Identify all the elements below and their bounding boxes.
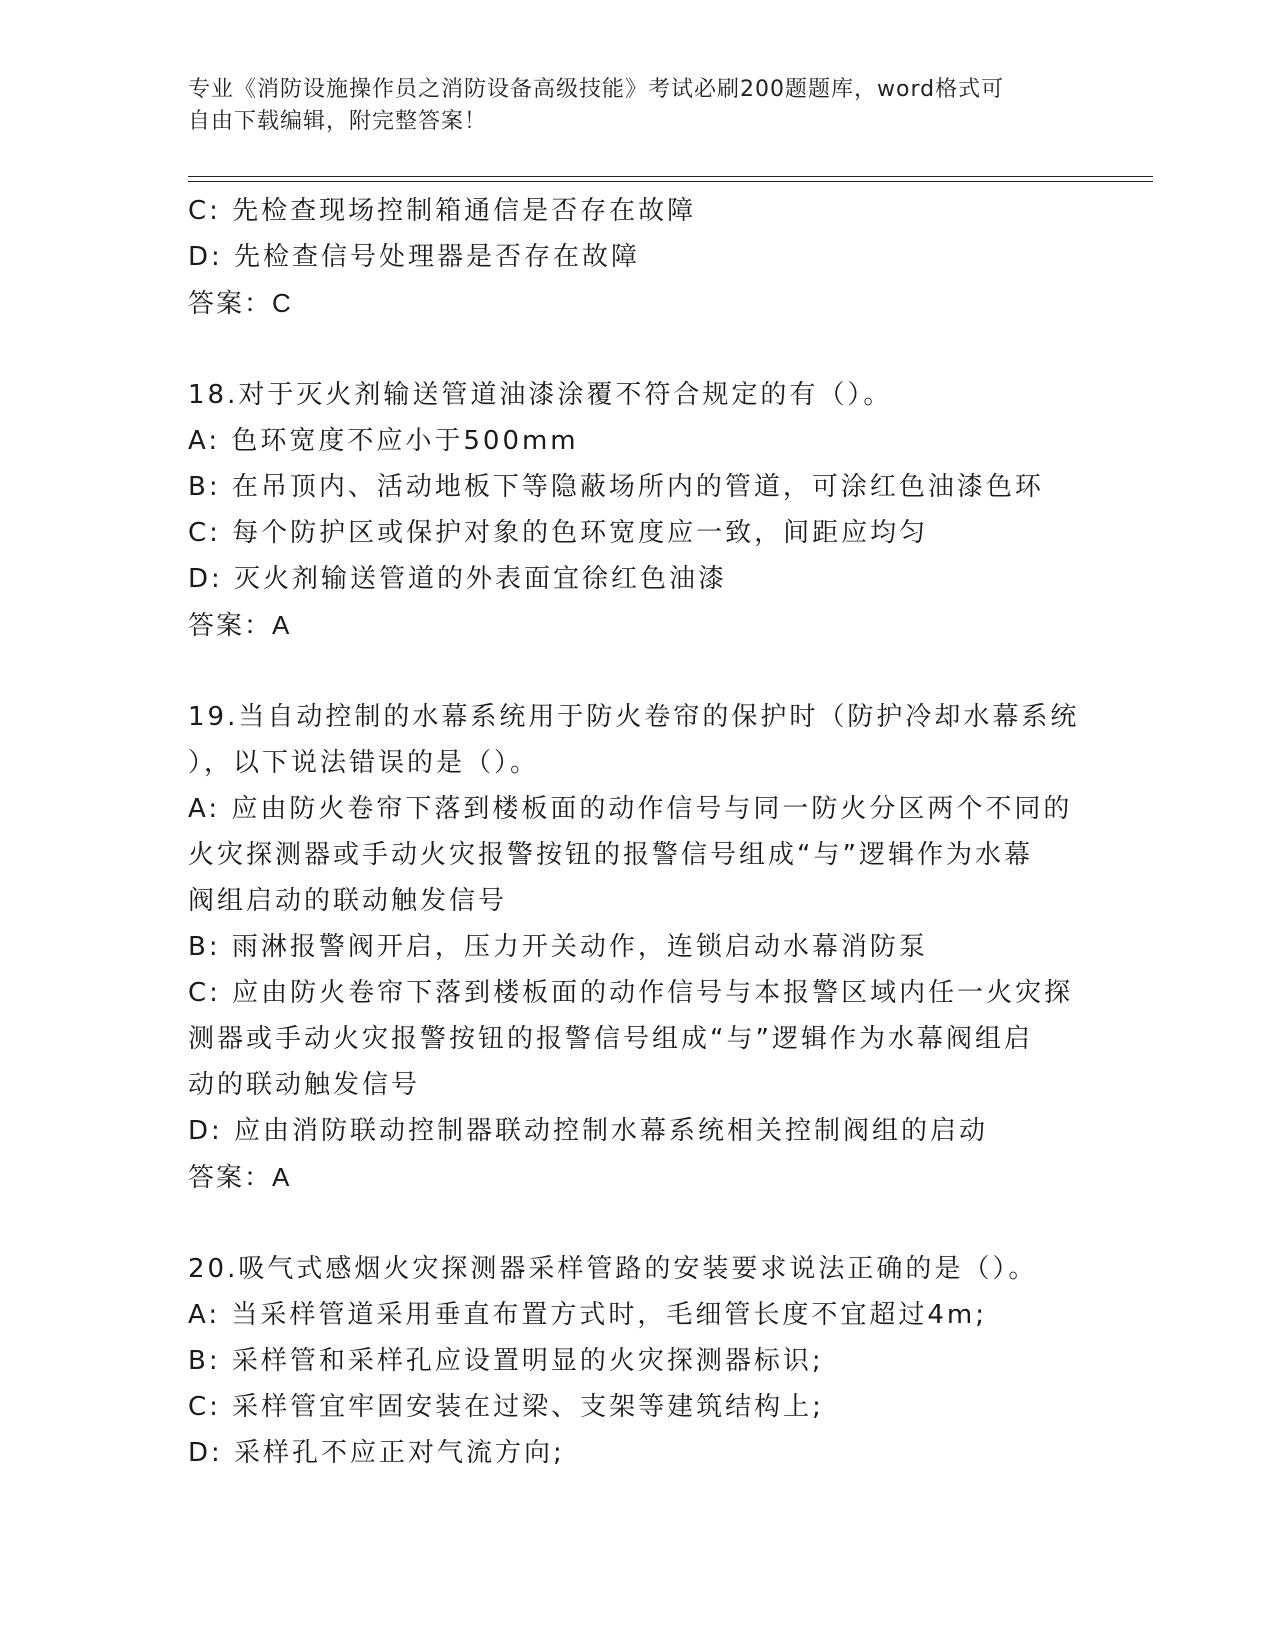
question-17-tail [188, 188, 1088, 326]
question-19 [188, 694, 1088, 1200]
q20-option-d: D: 采样孔不应正对气流方向; [188, 1438, 565, 1468]
q18-answer: 答案：A [188, 610, 292, 640]
q19-option-c-line3: 动的联动触发信号 [188, 1070, 421, 1100]
q19-question-line1: 19.当自动控制的水幕系统用于防火卷帘的保护时（防护冷却水幕系统 [188, 702, 1080, 732]
spacer [188, 648, 1088, 694]
q19-option-b: B: 雨淋报警阀开启，压力开关动作，连锁启动水幕消防泵 [188, 932, 928, 962]
q19-answer: 答案：A [188, 1162, 292, 1192]
spacer [188, 1200, 1088, 1246]
q19-question-line2: ），以下说法错误的是（）。 [188, 748, 540, 778]
q17-answer: 答案：C [188, 288, 293, 318]
q17-option-d: D: 先检查信号处理器是否存在故障 [188, 242, 641, 272]
header-title-line1: 专业《消防设施操作员之消防设备高级技能》考试必刷200题题库，word格式可 [188, 77, 1005, 102]
document-body [188, 188, 1088, 1476]
header-divider-top [188, 176, 1153, 177]
q19-option-a-line3: 阀组启动的联动触发信号 [188, 886, 508, 916]
question-20 [188, 1246, 1088, 1476]
q18-option-b: B: 在吊顶内、活动地板下等隐蔽场所内的管道，可涂红色油漆色环 [188, 472, 1044, 502]
q18-option-a: A: 色环宽度不应小于500mm [188, 426, 579, 456]
q19-option-a-line1: A: 应由防火卷帘下落到楼板面的动作信号与同一防火分区两个不同的 [188, 794, 1073, 824]
q18-option-c: C: 每个防护区或保护对象的色环宽度应一致，间距应均匀 [188, 518, 929, 548]
q17-option-c: C: 先检查现场控制箱通信是否存在故障 [188, 196, 697, 226]
q19-option-c-line1: C: 应由防火卷帘下落到楼板面的动作信号与本报警区域内任一火灾探 [188, 978, 1074, 1008]
q18-option-d: D: 灭火剂输送管道的外表面宜徐红色油漆 [188, 564, 728, 594]
page-header [188, 74, 1078, 138]
q18-question: 18.对于灭火剂输送管道油漆涂覆不符合规定的有（）。 [188, 380, 893, 410]
header-title-line2: 自由下载编辑，附完整答案！ [188, 109, 488, 134]
q19-option-d: D: 应由消防联动控制器联动控制水幕系统相关控制阀组的启动 [188, 1116, 989, 1146]
q19-option-a-line2: 火灾探测器或手动火灾报警按钮的报警信号组成“与”逻辑作为水幕 [188, 840, 1033, 870]
question-18 [188, 372, 1088, 648]
q20-question: 20.吸气式感烟火灾探测器采样管路的安装要求说法正确的是（）。 [188, 1254, 1038, 1284]
q19-option-c-line2: 测器或手动火灾报警按钮的报警信号组成“与”逻辑作为水幕阀组启 [188, 1024, 1033, 1054]
spacer [188, 326, 1088, 372]
q20-option-b: B: 采样管和采样孔应设置明显的火灾探测器标识; [188, 1346, 824, 1376]
header-divider-bottom [188, 181, 1153, 182]
q20-option-c: C: 采样管宜牢固安装在过梁、支架等建筑结构上; [188, 1392, 824, 1422]
q20-option-a: A: 当采样管道采用垂直布置方式时，毛细管长度不宜超过4m; [188, 1300, 987, 1330]
